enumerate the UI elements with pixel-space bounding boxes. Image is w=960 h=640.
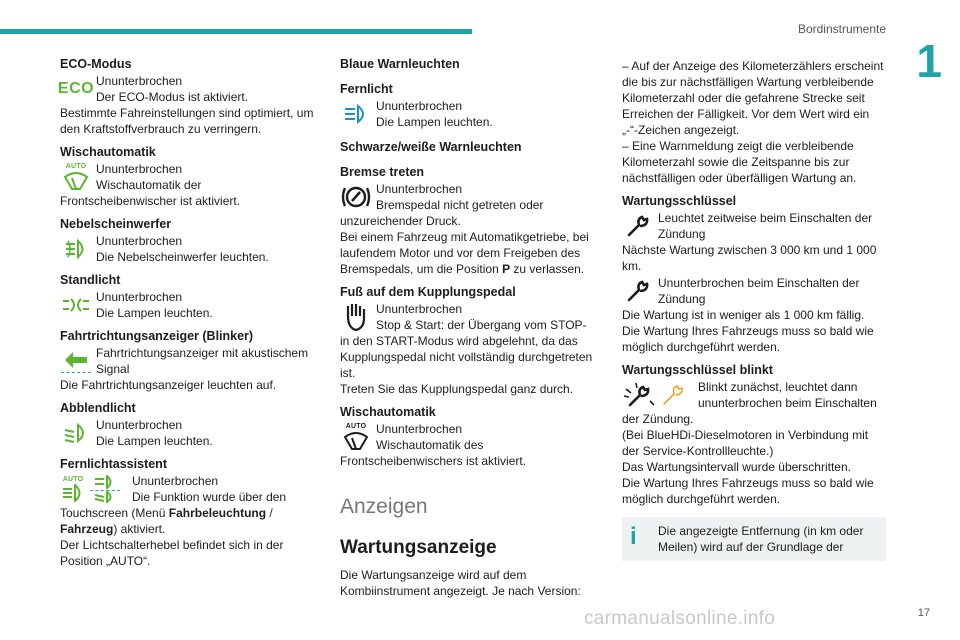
auto-high-beam-icon: AUTO [60,476,86,502]
key-title: Wartungsschlüssel [622,194,737,208]
blinker-title: Fahrtrichtungsanzeiger (Blinker) [60,329,254,343]
column-3: – Auf der Anzeige des Kilometerzählers erscheint die bis zur nächstfälligen Wartung verbleibende Kilometerzahl oder die gefahrene Strecke seit Erreichen der Fälligkeit. Vor dem Wert wird ein „-“-Zeichen angezeigt. – Eine Warnmeldung zeigt die verbleibende Kilometerzahl sowie die Zeitspanne bis zur nächstfälligen oder überfälligen Wartung an. Wartungsschlüssel Leuchtet zeitweise beim Einschalten der Zündung Nächste Wartung zwischen 3 000 km und 1 000 km. Ununterbrochen beim Einschalten der Zündung Die Wartung ist in weniger als 1 000 km fällig. Die Wartung Ihres Fahrzeugs muss so bald wie möglich durchgeführt werden. Wartungsschlüssel blinkt Blinkt zunächst, leuchtet dann ununterbrochen beim Einschalten der Zündung. (Bei BlueHDi-Dieselmotoren in Verbindung mit der Service-Kontrollleuchte.) Das Wartungsintervall wurde überschritten. Die Wartung Ihres Fahrzeugs muss so bald wie möglich durchgeführt werden. i Die angezeigte Entfernung (in km oder Meilen) wird auf der Grundlage der [622,58,886,561]
high-beam-assist-icons [60,473,128,505]
key-entry-1: Leuchtet zeitweise beim Einschalten der Zündung [622,210,886,242]
fog-entry: Ununterbrochen Die Nebelscheinwerfer leuchten. [60,233,322,265]
assist-entry: AUTO Ununterbrochen Die Funktion wurde über den [60,473,322,505]
bw-lamps-heading: Schwarze/weiße Warnleuchten [340,140,522,154]
blinking-wrench-icons [622,379,694,411]
assist-title: Fernlichtassistent [60,457,167,471]
turn-signal-icon [60,345,92,377]
auto-wiper-icon-black: AUTO [340,421,372,453]
wrench-icon-2 [622,275,654,307]
auto-wiper-icon: AUTO [60,161,92,193]
header-accent-bar [0,29,472,34]
fog-light-icon [60,233,92,265]
info-box: i Die angezeigte Entfernung (in km oder Meilen) wird auf der Grundlage der [622,517,886,561]
eco-title: ECO-Modus [60,57,132,71]
wrench-flashing-icon [622,381,656,409]
wartung-heading: Wartungsanzeige [340,537,497,558]
high-title: Fernlicht [340,82,393,96]
low-title: Abblendlicht [60,401,136,415]
anzeigen-heading: Anzeigen [340,495,428,518]
eco-icon: ECO [57,80,95,97]
fog-title: Nebelscheinwerfer [60,217,172,231]
column-2: Blaue Warnleuchten Fernlicht Ununterbrochen Die Lampen leuchten. Schwarze/weiße Warnleuchten Bremse treten Ununterbrochen Bremspedal nicht getreten oder unzureichender Druck. Bei einem Fahrzeug mit Automatikgetriebe, bei laufendem Motor und vor dem Freigeben des Bremspedals, um die Position P zu verlassen. Fuß auf dem Kupplungspedal Ununterbrochen Stop & Start: der Übergang vom STOP- in den START-Modus wird abgelehnt, da das Kupplungspedal nicht vollständig durchgetreten ist. Treten Sie das Kupplungspedal ganz durch. Wischautomatik AUTO Ununterbrochen Wischautomatik des Frontscheibenwischers ist aktiviert. Anzeigen Wartungsanzeige Die Wartungsanzeige wird auf dem Kombiinstrument angezeigt. Je nach Version: [340,56,602,599]
brake-pedal-icon [340,181,372,213]
brake-entry: Ununterbrochen Bremspedal nicht getreten oder [340,181,602,213]
brake-title: Bremse treten [340,165,425,179]
high-beam-icon [340,98,372,130]
blink-entry: Blinkt zunächst, leuchtet dann ununterbrochen beim Einschalten [622,379,886,411]
high-entry: Ununterbrochen Die Lampen leuchten. [340,98,602,130]
wiper2-entry: AUTO Ununterbrochen Wischautomatik des [340,421,602,453]
blue-lamps-heading: Blaue Warnleuchten [340,57,460,71]
info-icon: i [630,523,637,550]
clutch-title: Fuß auf dem Kupplungspedal [340,285,516,299]
section-label: Bordinstrumente [797,22,886,36]
column-1: ECO-Modus ECO Ununterbrochen Der ECO-Modus ist aktiviert. Bestimmte Fahreinstellungen sind optimiert, um den Kraftstoffverbrauch zu verringern. Wischautomatik AUTO Ununterbrochen Wischautomatik der Frontscheibenwischer ist aktiviert. Nebelscheinwerfer Ununterbrochen Die Nebelscheinwerfer leuchten. Standlicht Ununterbrochen Die Lampen leuchten. Fahrtrichtungsanzeiger (Blinker) Fahrtrichtungsanzeiger mit akustischem Signal Die Fahrtrichtungsanzeiger leuchten auf. Abblendlicht Ununterbrochen Die Lampen leuchten. Fernlichtassistent AUTO Ununterbrochen Die Funktion wurde über den Touchscreen (Menü Fahrbeleuchtung / Fahrzeug) aktiviert. Der Lichtschalterhebel befindet sich in der Position „AUTO“. [60,56,322,569]
eco-entry: ECO Ununterbrochen Der ECO-Modus ist aktiviert. [57,74,249,104]
blinker-entry: Fahrtrichtungsanzeiger mit akustischem Signal [60,345,322,377]
page-number: 17 [917,607,930,619]
blink-title: Wartungsschlüssel blinkt [622,363,773,377]
high-beam-assist-icon [90,475,120,503]
side-title: Standlicht [60,273,121,287]
low-entry: Ununterbrochen Die Lampen leuchten. [60,417,322,449]
clutch-foot-icon [340,301,372,333]
side-entry: Ununterbrochen Die Lampen leuchten. [60,289,322,321]
low-beam-icon [60,417,92,449]
wrench-outline-icon [660,383,686,407]
wiper-title: Wischautomatik [60,145,156,159]
clutch-entry: Ununterbrochen Stop & Start: der Übergang vom STOP- [340,301,602,333]
wiper2-title: Wischautomatik [340,405,436,419]
key-entry-2: Ununterbrochen beim Einschalten der Zündung [622,275,886,307]
side-light-icon [60,289,92,321]
wrench-icon [622,210,654,242]
wiper-entry: AUTO Ununterbrochen Wischautomatik der [60,161,322,193]
watermark: carmanualsonline.info [584,608,776,629]
chapter-number: 1 [916,35,942,87]
